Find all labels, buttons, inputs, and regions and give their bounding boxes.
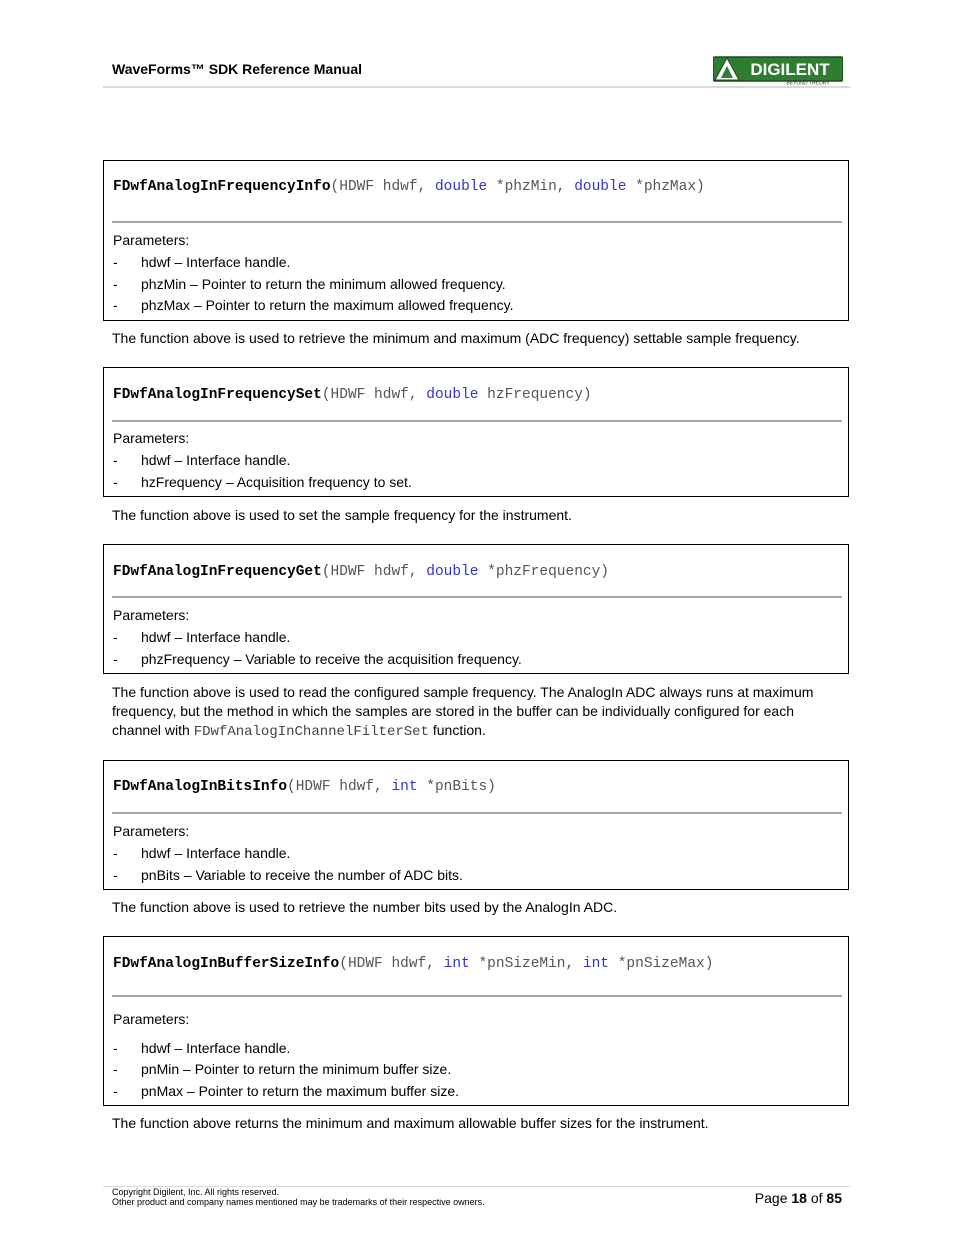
header-title: WaveForms™ SDK Reference Manual bbox=[112, 61, 362, 77]
parameters-title: Parameters: bbox=[113, 1011, 190, 1027]
function-box-frequency-get: FDwfAnalogInFrequencyGet(HDWF hdwf, double *phzFrequency) Parameters: - hdwf – Interface handle. - phzFrequency – Variable to receive the acquisition frequency. bbox=[103, 544, 849, 674]
type-keyword: double bbox=[434, 179, 488, 195]
function-signature bbox=[113, 387, 592, 403]
type-keyword: int bbox=[443, 956, 470, 972]
logo-text: DIGILENT bbox=[750, 60, 830, 79]
function-box-frequency-set: FDwfAnalogInFrequencySet(HDWF hdwf, double hzFrequency) Parameters: - hdwf – Interface handle. - hzFrequency – Acquisition frequency to set. bbox=[103, 367, 849, 497]
footer-copyright: Copyright Digilent, Inc. All rights reserved. bbox=[112, 1187, 280, 1197]
function-name: FDwfAnalogInBufferSizeInfo bbox=[113, 956, 340, 972]
logo-tagline: BEYOND THEORY bbox=[786, 80, 830, 85]
box-divider bbox=[112, 995, 842, 997]
header-rule bbox=[103, 86, 850, 88]
parameters-title: Parameters: bbox=[113, 607, 190, 623]
footer-trademark: Other product and company names mentioned may be trademarks of their respective owners. bbox=[112, 1197, 485, 1207]
signature-part: (HDWF hdwf, bbox=[330, 179, 435, 195]
type-keyword: double bbox=[426, 564, 479, 580]
parameters-title: Parameters: bbox=[113, 430, 190, 446]
type-keyword: double bbox=[574, 179, 627, 195]
signature-part: hzFrequency) bbox=[478, 387, 592, 403]
function-name: FDwfAnalogInFrequencyGet bbox=[113, 564, 322, 580]
signature-part: (HDWF hdwf, bbox=[321, 387, 427, 403]
parameters-title: Parameters: bbox=[113, 232, 190, 248]
function-box-bits-info: FDwfAnalogInBitsInfo(HDWF hdwf, int *pnBits) Parameters: - hdwf – Interface handle. - pnBits – Variable to receive the number of ADC bits. bbox=[103, 760, 849, 890]
signature-part: *pnSizeMax) bbox=[609, 956, 714, 972]
function-description: The function above returns the minimum and maximum allowable buffer sizes for the instrument. bbox=[112, 1115, 709, 1131]
signature-part: *phzMin, bbox=[487, 179, 575, 195]
digilent-logo-icon bbox=[713, 56, 843, 85]
signature-part: *phzFrequency) bbox=[478, 564, 610, 580]
function-name: FDwfAnalogInFrequencyInfo bbox=[113, 179, 331, 195]
function-signature bbox=[113, 564, 609, 580]
type-keyword: int bbox=[582, 956, 610, 972]
function-name: FDwfAnalogInFrequencySet bbox=[113, 387, 322, 403]
function-signature bbox=[113, 956, 713, 972]
type-keyword: double bbox=[426, 387, 479, 403]
function-description: The function above is used to retrieve the minimum and maximum (ADC frequency) settable sample frequency. bbox=[112, 330, 800, 346]
function-signature bbox=[113, 779, 496, 795]
box-divider bbox=[112, 221, 842, 223]
signature-part: (HDWF hdwf, bbox=[321, 564, 427, 580]
signature-part: *phzMax) bbox=[626, 179, 705, 195]
function-box-buffer-size-info: FDwfAnalogInBufferSizeInfo(HDWF hdwf, int *pnSizeMin, int *pnSizeMax) Parameters: - hdwf – Interface handle. - pnMin – Pointer to return the minimum buffer size. - pnMax – Pointer to return the maximum buffer size. bbox=[103, 936, 849, 1106]
inline-code: FDwfAnalogInChannelFilterSet bbox=[193, 724, 429, 740]
signature-part: *pnSizeMin, bbox=[469, 956, 583, 972]
function-description: The function above is used to retrieve the number bits used by the AnalogIn ADC. bbox=[112, 899, 618, 915]
function-signature bbox=[113, 179, 705, 195]
function-box-frequency-info: FDwfAnalogInFrequencyInfo(HDWF hdwf, double *phzMin, double *phzMax) Parameters: - hdwf – Interface handle. - phzMin – Pointer to return the minimum allowed frequency. - phzMax – Pointer to return the maximum allowed frequency. bbox=[103, 160, 849, 321]
box-divider bbox=[112, 420, 842, 422]
signature-part: *pnBits) bbox=[417, 779, 496, 795]
box-divider bbox=[112, 812, 842, 814]
type-keyword: int bbox=[391, 779, 418, 795]
signature-part: (HDWF hdwf, bbox=[287, 779, 392, 795]
function-description: The function above is used to set the sample frequency for the instrument. bbox=[112, 507, 572, 523]
parameters-title: Parameters: bbox=[113, 823, 190, 839]
function-description: The function above is used to read the configured sample frequency. The AnalogIn ADC always runs at maximum frequency, but the method in which the samples are stored in the buffer can be individually configured for each channel with FDwfAnalogInChannelFilterSet function. bbox=[112, 684, 814, 740]
signature-part: (HDWF hdwf, bbox=[339, 956, 444, 972]
box-divider bbox=[112, 596, 842, 598]
page-number: Page 18 of 85 bbox=[754, 1190, 842, 1206]
function-name: FDwfAnalogInBitsInfo bbox=[113, 779, 288, 795]
